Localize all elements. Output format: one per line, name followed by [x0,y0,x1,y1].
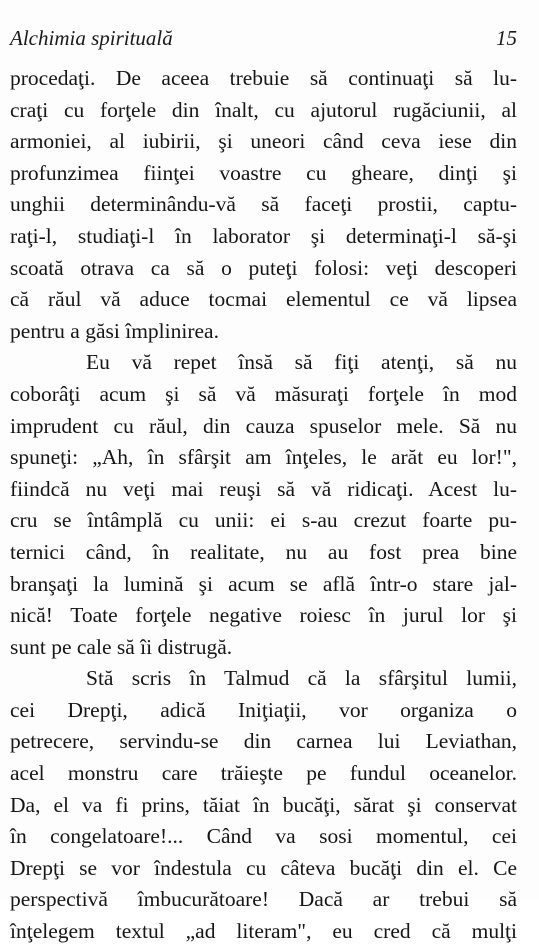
text-line: Eu vă repet însă să fiţi atenţi, să nu [86,350,517,375]
text-line: profunzimea fiinţei voastre cu gheare, dinţi şi [10,160,517,185]
running-title: Alchimia spirituală [10,26,173,50]
page-number: 15 [496,26,517,50]
text-line: cei Drepţi, adică Iniţiaţii, vor organiza o [10,697,517,722]
text-line: perspectivă îmbucurătoare! Dacă ar trebui să [10,887,517,912]
text-line: procedaţi. De aceea trebuie să continuaţi să lu- [10,66,517,90]
text-line: în congelatoare!... Când va sosi momentul, cei [10,824,517,849]
text-line: raţi-l, studiaţi-l în laborator şi determinaţi-l să-şi [10,223,517,248]
text-line: coborâţi acum şi să vă măsuraţi forţele în mod [10,381,517,406]
text-line: spuneţi: „Ah, în sfârşit am înţeles, le arăt eu lor!", [10,445,517,470]
text-line: Da, el va fi prins, tăiat în bucăţi, sărat şi conservat [10,792,517,817]
body-text [10,63,517,948]
text-line: înţelegem textul „ad literam", eu cred că mulţi [10,919,517,944]
text-line: imprudent cu răul, din cauza spuselor mele. Să nu [10,413,517,438]
text-line: fiindcă nu veţi mai reuşi să vă ridicaţi. Acest lu- [10,476,517,501]
text-line: pentru a găsi împlinirea. [10,318,219,343]
text-line: Drepţi se vor îndestula cu câteva bucăţi din el. Ce [10,855,517,880]
page-header [10,26,517,54]
text-line: cru se întâmplă cu unii: ei s-au crezut foarte pu- [10,508,517,533]
text-line: branşaţi la lumină şi acum se află într-o stare jal- [10,571,517,596]
text-line: unghii determinându-vă să faceţi prostii, captu- [10,192,517,217]
text-line: sunt pe cale să îi distrugă. [10,634,233,659]
text-line: craţi cu forţele din înalt, cu ajutorul rugăciunii, al [10,97,517,122]
text-line: Stă scris în Talmud că la sfârşitul lumii, [86,666,517,691]
text-line: scoată otrava ca să o puteţi folosi: veţi descoperi [10,255,517,280]
text-line: acel monstru care trăieşte pe fundul oceanelor. [10,761,517,786]
text-line: petrecere, servindu-se din carnea lui Leviathan, [10,729,517,754]
text-line: armoniei, al iubirii, şi uneori când ceva iese din [10,129,517,154]
text-line: ternici când, în realitate, nu au fost prea bine [10,539,517,564]
text-line: că răul vă aduce tocmai elementul ce vă lipsea [10,287,517,312]
text-line: nică! Toate forţele negative roiesc în jurul lor şi [10,603,517,628]
